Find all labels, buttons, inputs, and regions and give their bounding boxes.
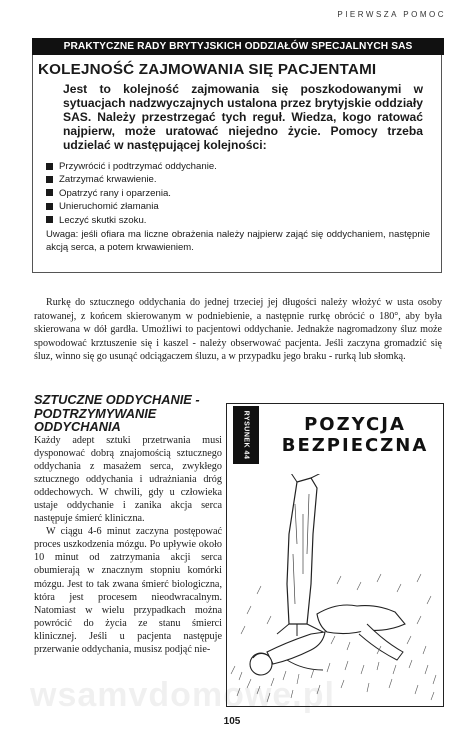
square-bullet-icon	[46, 216, 53, 223]
section-paragraph-1: Każdy adept sztuki przetrwania musi dysponować dobrą znajomością sztucznego oddychania z masażem serca, zwykłego sztucznego oddychania i udrażniania dróg oddechowych. W chwili, gdy u człowieka ustaje oddychanie i zanika akcja serca następuje śmierć kliniczna.	[34, 435, 222, 525]
square-bullet-icon	[46, 203, 53, 210]
section-heading: SZTUCZNE ODDYCHANIE - PODTRZYMYWANIE ODDYCHANIA	[34, 392, 200, 434]
list-item	[46, 200, 217, 213]
figure-recovery-position	[226, 403, 444, 707]
section-paragraph-2: W ciągu 4-6 minut zaczyna postępować proces uszkodzenia mózgu. Po upływie około 10 minut od zatrzymania akcji serca obumierają w znacznym stopniu komórki mózgu. Jest to tak zwana śmierć biologiczna, która jest procesem nieodwracalnym. Natomiast w wielu przypadkach można powrócić do życia ze stanu śmierci klinicznej. Jeśli u pacjenta następuje przerwanie oddychania, musisz podjąć nie-	[34, 526, 222, 655]
list-item	[46, 173, 217, 186]
list-item-text: Zatrzymać krwawienie.	[59, 174, 157, 186]
list-item	[46, 214, 217, 227]
priority-list	[46, 160, 217, 227]
list-item-text: Opatrzyć rany i oparzenia.	[59, 187, 171, 199]
running-head: PIERWSZA POMOC	[337, 10, 446, 19]
box-intro: Jest to kolejność zajmowania się poszkodowanymi w sytuacjach nadzwyczajnych ustalona przez brytyjskie oddziały SAS. Należy przestrzegać tych reguł. Wiedza, kogo ratować najpierw, może uratować niejedno życie. Pomocy trzeba udzielać w następującej kolejności:	[63, 82, 423, 152]
figure-title-line-2: BEZPIECZNA	[281, 435, 429, 456]
list-item-text: Leczyć skutki szoku.	[59, 214, 147, 226]
square-bullet-icon	[46, 163, 53, 170]
square-bullet-icon	[46, 176, 53, 183]
list-item	[46, 160, 217, 173]
watermark: wsamvdomowe.pl	[30, 676, 335, 714]
figure-tag-label: RYSUNEK 44	[242, 410, 250, 460]
page-number: 105	[223, 716, 241, 727]
box-title: KOLEJNOŚĆ ZAJMOWANIA SIĘ PACJENTAMI	[38, 61, 377, 78]
section-banner: PRAKTYCZNE RADY BRYTYJSKICH ODDZIAŁÓW SPECJALNYCH SAS	[32, 38, 444, 55]
list-item-text: Unieruchomić złamania	[59, 201, 159, 213]
list-item	[46, 187, 217, 200]
figure-title-line-1: POZYCJA	[304, 414, 406, 435]
section-text	[34, 434, 222, 656]
list-item-text: Przywrócić i podtrzymać oddychanie.	[59, 161, 217, 172]
figure-title	[271, 414, 439, 456]
recovery-position-illustration	[227, 474, 443, 706]
box-note: Uwaga: jeśli ofiara ma liczne obrażenia należy najpierw zająć się oddychaniem, następnie akcją serca, a potem krwawieniem.	[46, 229, 430, 254]
body-paragraph: Rurkę do sztucznego oddychania do jednej trzeciej jej długości należy włożyć w usta osoby ratowanej, z końcem skierowanym w podniebienie, a następnie rurkę obrócić o 180°, aby była skierowana w dół gardła. Umożliwi to pacjentowi oddychanie. Jednakże nagromadzony śluz może spowodować krztuszenie się i kaszel - należy obserwować pacjenta. Jeśli zaczyna gromadzić się śluz, winno się go usunąć odciągaczem śluzu, a w przypadku jego braku - rurką lub słomką.	[34, 297, 442, 363]
figure-tag	[233, 406, 259, 464]
square-bullet-icon	[46, 189, 53, 196]
